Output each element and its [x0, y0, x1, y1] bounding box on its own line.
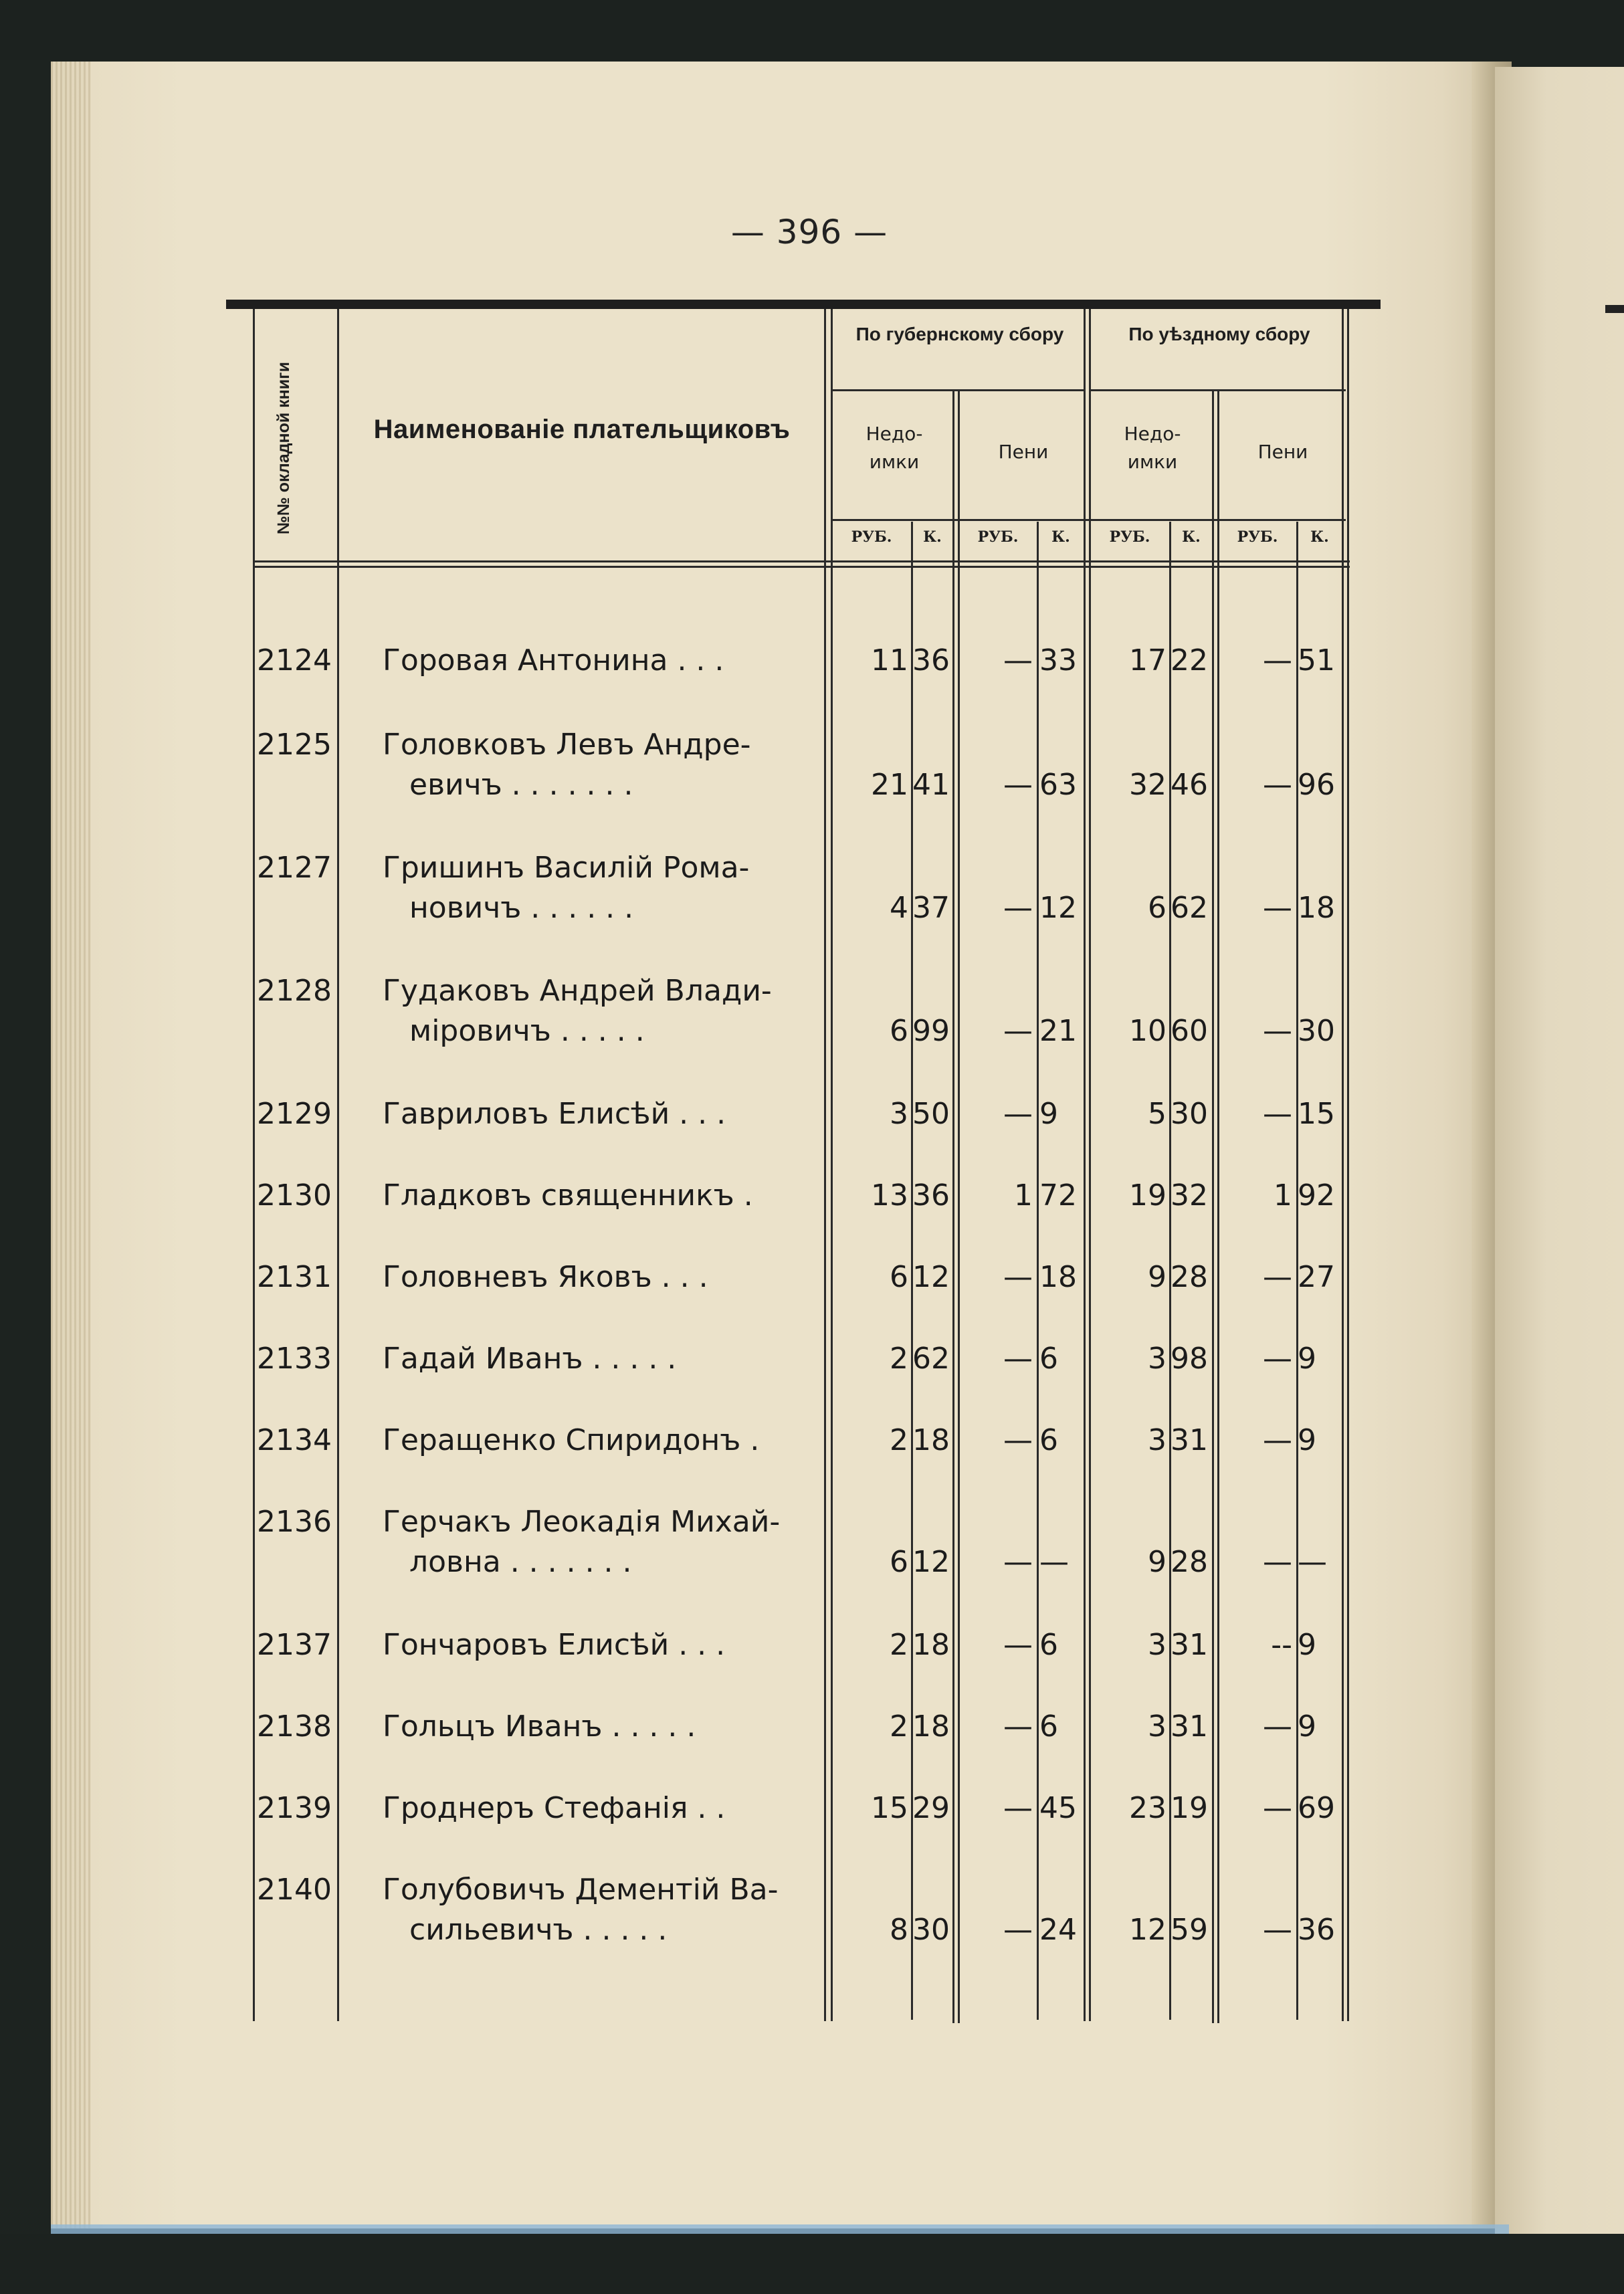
amount-u-pen-r: —: [1263, 1097, 1292, 1131]
payer-name: Гришинъ Василій Рома-: [383, 851, 750, 885]
header-rule: [253, 560, 1350, 562]
book-number: 2130: [257, 1178, 332, 1213]
payer-name: Гроднеръ Стефанія . .: [383, 1791, 726, 1825]
amount-u-arr-r: 10: [1129, 1014, 1166, 1048]
payer-name: Гольцъ Иванъ . . . . .: [383, 1709, 696, 1744]
district-arrears-header: Недо- имки: [1124, 423, 1181, 473]
book-number: 2125: [257, 728, 332, 762]
book-number: 2136: [257, 1505, 332, 1539]
book-number: 2129: [257, 1097, 332, 1131]
col-line: [1342, 309, 1344, 2021]
amount-u-arr-k: 59: [1171, 1913, 1208, 1947]
amount-u-pen-k: 51: [1298, 643, 1335, 677]
amount-u-pen-r: —: [1263, 891, 1292, 925]
scan-background-bottom: [0, 2234, 1624, 2294]
table-row: [0, 1873, 1624, 1947]
payer-name: Геращенко Спиридонъ .: [383, 1423, 760, 1457]
unit-kop: К.: [1182, 528, 1201, 546]
payer-name: Герчакъ Леокадія Михай-: [383, 1505, 781, 1539]
table-row: [0, 728, 1624, 802]
amount-g-pen-k: 6: [1039, 1423, 1058, 1457]
amount-u-arr-k: 31: [1171, 1709, 1208, 1744]
amount-g-arr-r: 4: [890, 891, 908, 925]
amount-u-arr-r: 19: [1129, 1178, 1166, 1213]
amount-u-arr-k: 22: [1171, 643, 1208, 677]
province-fee-header: По губернскому сбору: [855, 324, 1064, 344]
amount-u-pen-k: 9: [1298, 1423, 1316, 1457]
table-row: [0, 1260, 1624, 1307]
amount-u-pen-k: 96: [1298, 768, 1335, 802]
amount-u-pen-k: 18: [1298, 891, 1335, 925]
unit-rub: РУБ.: [851, 528, 892, 546]
unit-kop: К.: [1051, 528, 1070, 546]
amount-u-arr-r: 3: [1148, 1342, 1166, 1376]
unit-rub: РУБ.: [977, 528, 1019, 546]
payer-name: Головневъ Яковъ . . .: [383, 1260, 708, 1294]
amount-u-pen-k: 9: [1298, 1628, 1316, 1662]
col-line: [1347, 309, 1349, 2021]
amount-g-arr-r: 2: [890, 1628, 908, 1662]
amount-g-arr-r: 3: [890, 1097, 908, 1131]
payer-name: Гудаковъ Андрей Влади-: [383, 974, 772, 1008]
payer-name: Гадай Иванъ . . . . .: [383, 1342, 677, 1376]
unit-kop: К.: [1310, 528, 1329, 546]
payer-name-continued: евичъ . . . . . . .: [409, 768, 633, 802]
amount-u-arr-r: 17: [1129, 643, 1166, 677]
page-bottom-edge: [51, 2224, 1509, 2234]
amount-g-arr-r: 6: [890, 1260, 908, 1294]
amount-g-arr-r: 6: [890, 1014, 908, 1048]
amount-g-arr-r: 6: [890, 1545, 908, 1579]
amount-g-pen-r: —: [1003, 1545, 1033, 1579]
payer-name: Голубовичъ Дементій Ва-: [383, 1873, 779, 1907]
amount-g-pen-k: 21: [1039, 1014, 1077, 1048]
payer-name-continued: новичъ . . . . . .: [409, 891, 634, 925]
col-line: [253, 309, 255, 2021]
col-line: [824, 309, 826, 2021]
amount-g-pen-r: —: [1003, 1260, 1033, 1294]
book-number: 2139: [257, 1791, 332, 1825]
amount-u-arr-k: 28: [1171, 1260, 1208, 1294]
amount-u-arr-k: 31: [1171, 1628, 1208, 1662]
book-number: 2138: [257, 1709, 332, 1744]
table-row: [0, 1505, 1624, 1579]
col-line: [1084, 309, 1086, 2021]
amount-g-pen-r: —: [1003, 891, 1033, 925]
col-line: [1089, 309, 1091, 2021]
amount-u-pen-r: —: [1263, 1913, 1292, 1947]
amount-u-pen-r: 1: [1274, 1178, 1292, 1213]
book-number: 2127: [257, 851, 332, 885]
amount-u-arr-r: 3: [1148, 1423, 1166, 1457]
col-line: [337, 309, 339, 2021]
amount-g-pen-k: 18: [1039, 1260, 1077, 1294]
amount-g-pen-k: 45: [1039, 1791, 1077, 1825]
book-number-header: [261, 328, 341, 562]
amount-u-pen-k: 92: [1298, 1178, 1335, 1213]
table-row: [0, 1709, 1624, 1756]
amount-g-pen-k: —: [1039, 1545, 1069, 1579]
payer-name-continued: сильевичъ . . . . .: [409, 1913, 668, 1947]
amount-u-pen-r: —: [1263, 768, 1292, 802]
payer-name: Горовая Антонина . . .: [383, 643, 724, 677]
page-number: — 396 —: [730, 213, 888, 251]
amount-u-pen-r: —: [1263, 643, 1292, 677]
amount-g-pen-r: —: [1003, 1628, 1033, 1662]
facing-page-rule: [1605, 305, 1624, 313]
book-number: 2134: [257, 1423, 332, 1457]
amount-u-arr-k: 32: [1171, 1178, 1208, 1213]
payer-name-continued: ловна . . . . . . .: [409, 1545, 632, 1579]
amount-g-arr-k: 41: [912, 768, 950, 802]
book-number: 2137: [257, 1628, 332, 1662]
table-row: [0, 1342, 1624, 1388]
book-number: 2128: [257, 974, 332, 1008]
amount-g-arr-r: 2: [890, 1342, 908, 1376]
amount-u-arr-r: 5: [1148, 1097, 1166, 1131]
amount-u-pen-k: 69: [1298, 1791, 1335, 1825]
amount-u-pen-k: 27: [1298, 1260, 1335, 1294]
amount-u-pen-r: —: [1263, 1423, 1292, 1457]
amount-u-pen-k: 9: [1298, 1342, 1316, 1376]
unit-rule: [831, 519, 1346, 521]
amount-u-arr-r: 9: [1148, 1545, 1166, 1579]
amount-u-arr-r: 12: [1129, 1913, 1166, 1947]
group-rule: [1089, 389, 1346, 391]
amount-g-arr-k: 50: [912, 1097, 950, 1131]
table-row: [0, 1423, 1624, 1470]
amount-u-arr-k: 28: [1171, 1545, 1208, 1579]
amount-g-arr-k: 37: [912, 891, 950, 925]
table-row: [0, 851, 1624, 925]
group-rule: [831, 389, 1084, 391]
book-number: 2124: [257, 643, 332, 677]
amount-g-arr-k: 12: [912, 1260, 950, 1294]
amount-u-pen-k: —: [1298, 1545, 1327, 1579]
amount-g-pen-r: —: [1003, 1097, 1033, 1131]
amount-g-arr-k: 30: [912, 1913, 950, 1947]
unit-rub: РУБ.: [1109, 528, 1150, 546]
payer-names-header: Наименованіе плательщиковъ: [373, 415, 791, 444]
table-row: [0, 974, 1624, 1048]
amount-g-arr-k: 12: [912, 1545, 950, 1579]
unit-kop: К.: [923, 528, 942, 546]
province-arrears-header: Недо- имки: [866, 423, 923, 473]
payer-name: Гончаровъ Елисѣй . . .: [383, 1628, 726, 1662]
amount-g-pen-r: —: [1003, 643, 1033, 677]
amount-u-pen-r: —: [1263, 1709, 1292, 1744]
amount-g-pen-k: 63: [1039, 768, 1077, 802]
amount-g-arr-k: 18: [912, 1628, 950, 1662]
amount-g-arr-r: 8: [890, 1913, 908, 1947]
payer-name: Гладковъ священникъ .: [383, 1178, 753, 1213]
col-line: [831, 309, 833, 2021]
amount-g-arr-k: 18: [912, 1423, 950, 1457]
amount-g-pen-k: 72: [1039, 1178, 1077, 1213]
amount-g-pen-r: 1: [1014, 1178, 1033, 1213]
amount-u-arr-k: 19: [1171, 1791, 1208, 1825]
amount-u-arr-k: 60: [1171, 1014, 1208, 1048]
district-penalties-header: Пени: [1257, 441, 1308, 463]
table-row: [0, 1178, 1624, 1225]
amount-g-arr-r: 2: [890, 1423, 908, 1457]
amount-g-arr-r: 15: [871, 1791, 908, 1825]
amount-u-pen-k: 9: [1298, 1709, 1316, 1744]
amount-u-pen-r: —: [1263, 1545, 1292, 1579]
table-row: [0, 1097, 1624, 1144]
amount-g-arr-r: 11: [871, 643, 908, 677]
amount-u-pen-r: —: [1263, 1014, 1292, 1048]
table-row: [0, 1791, 1624, 1838]
amount-g-arr-r: 21: [871, 768, 908, 802]
amount-g-pen-r: —: [1003, 1709, 1033, 1744]
district-fee-header: По уѣздному сбору: [1128, 324, 1310, 344]
amount-g-pen-k: 6: [1039, 1342, 1058, 1376]
header-rule-2: [253, 566, 1350, 568]
payer-name-continued: міровичъ . . . . .: [409, 1014, 645, 1048]
book-number: 2140: [257, 1873, 332, 1907]
amount-g-arr-r: 13: [871, 1178, 908, 1213]
amount-u-pen-k: 30: [1298, 1014, 1335, 1048]
amount-g-pen-k: 9: [1039, 1097, 1058, 1131]
amount-g-pen-r: —: [1003, 1342, 1033, 1376]
payer-name: Головковъ Левъ Андре-: [383, 728, 751, 762]
amount-u-pen-k: 15: [1298, 1097, 1335, 1131]
amount-g-arr-k: 36: [912, 1178, 950, 1213]
payer-name: Гавриловъ Елисѣй . . .: [383, 1097, 726, 1131]
amount-g-pen-k: 24: [1039, 1913, 1077, 1947]
amount-g-arr-k: 29: [912, 1791, 950, 1825]
amount-g-pen-r: —: [1003, 768, 1033, 802]
amount-u-pen-r: —: [1263, 1791, 1292, 1825]
amount-g-arr-k: 62: [912, 1342, 950, 1376]
table-row: [0, 1628, 1624, 1675]
amount-u-pen-r: —: [1263, 1260, 1292, 1294]
province-penalties-header: Пени: [998, 441, 1049, 463]
amount-g-arr-k: 18: [912, 1709, 950, 1744]
amount-g-pen-k: 12: [1039, 891, 1077, 925]
amount-g-arr-r: 2: [890, 1709, 908, 1744]
amount-g-pen-k: 6: [1039, 1628, 1058, 1662]
amount-u-pen-r: —: [1263, 1342, 1292, 1376]
amount-u-pen-k: 36: [1298, 1913, 1335, 1947]
amount-u-pen-r: --: [1271, 1628, 1292, 1662]
amount-u-arr-r: 3: [1148, 1628, 1166, 1662]
amount-g-pen-r: —: [1003, 1913, 1033, 1947]
amount-g-pen-k: 33: [1039, 643, 1077, 677]
amount-g-arr-k: 36: [912, 643, 950, 677]
amount-u-arr-r: 23: [1129, 1791, 1166, 1825]
amount-u-arr-r: 32: [1129, 768, 1166, 802]
amount-u-arr-r: 9: [1148, 1260, 1166, 1294]
amount-u-arr-k: 30: [1171, 1097, 1208, 1131]
amount-u-arr-k: 98: [1171, 1342, 1208, 1376]
amount-u-arr-k: 31: [1171, 1423, 1208, 1457]
amount-g-pen-r: —: [1003, 1014, 1033, 1048]
amount-g-pen-r: —: [1003, 1791, 1033, 1825]
table-row: [0, 643, 1624, 690]
amount-g-pen-k: 6: [1039, 1709, 1058, 1744]
amount-u-arr-k: 46: [1171, 768, 1208, 802]
amount-g-pen-r: —: [1003, 1423, 1033, 1457]
top-rule: [226, 300, 1381, 309]
amount-u-arr-k: 62: [1171, 891, 1208, 925]
book-number-header-text: №№ окладной книги: [274, 362, 293, 534]
amount-u-arr-r: 3: [1148, 1709, 1166, 1744]
amount-g-arr-k: 99: [912, 1014, 950, 1048]
book-number: 2133: [257, 1342, 332, 1376]
book-number: 2131: [257, 1260, 332, 1294]
scan-background-top: [0, 0, 1624, 60]
unit-rub: РУБ.: [1237, 528, 1278, 546]
amount-u-arr-r: 6: [1148, 891, 1166, 925]
